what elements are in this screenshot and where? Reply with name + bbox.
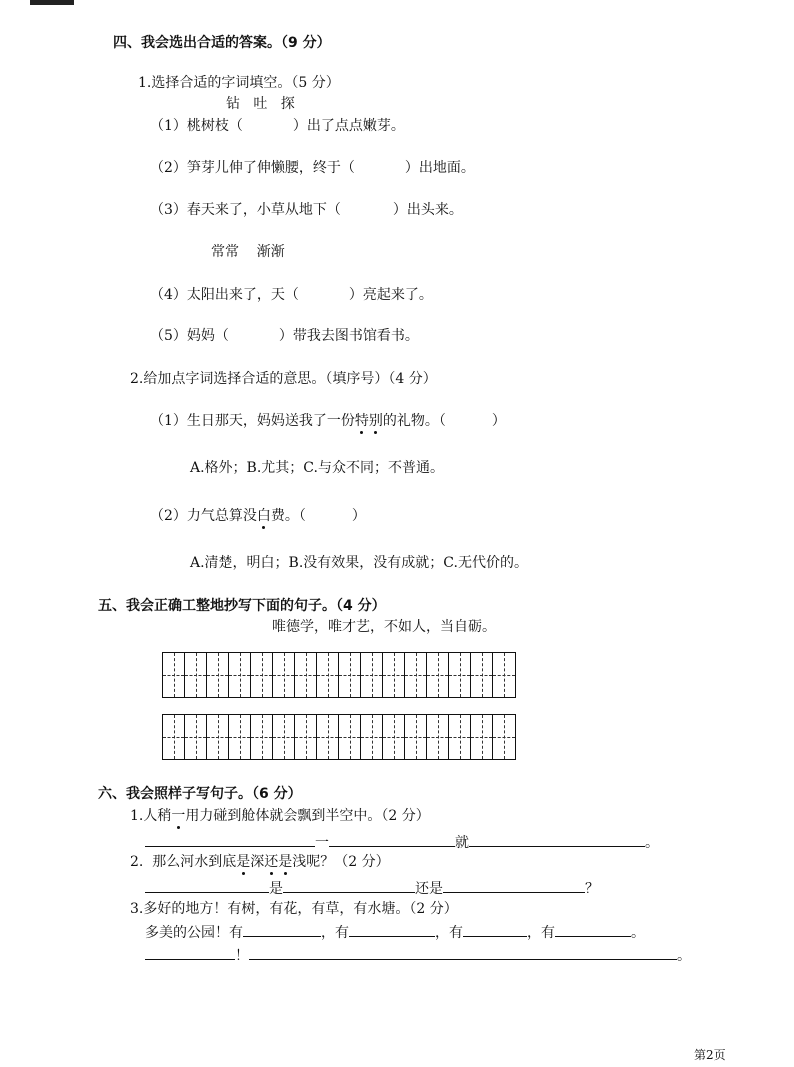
grid-cell[interactable] [427,653,449,697]
grid-cell[interactable] [339,715,361,759]
grid-cell[interactable] [273,653,295,697]
s6-q2-answer-line: 是 还是 ？ [145,878,599,898]
grid-cell[interactable] [229,653,251,697]
grid-cell[interactable] [449,715,471,759]
grid-cell[interactable] [185,715,207,759]
grid-cell[interactable] [405,715,427,759]
grid-cell[interactable] [471,715,493,759]
grid-cell[interactable] [427,715,449,759]
answer-line[interactable] [329,832,455,847]
answer-line[interactable] [555,922,631,937]
s6-q3-answer-line-2: ！ 。 [145,945,691,965]
answer-line[interactable] [243,922,321,937]
answer-line[interactable] [145,832,315,847]
q2-sentence-1: （1）生日那天，妈妈送我了一份特别的礼物。（ ） [150,413,506,429]
q1-sentence-1: （1）桃树枝（ ）出了点点嫩芽。 [150,118,405,134]
s6-q1-answer-line: 一 就 。 [145,832,659,852]
s6-q3-prompt: 3.多好的地方！有树，有花，有草，有水塘。（2 分） [130,901,458,917]
writing-grid-2[interactable] [162,714,516,760]
grid-cell[interactable] [405,653,427,697]
grid-cell[interactable] [207,715,229,759]
q2-options-2: A.清楚，明白；B.没有效果，没有成就；C.无代价的。 [190,555,528,571]
answer-line[interactable] [469,832,645,847]
q2-sentence-2: （2）力气总算没白费。（ ） [150,508,366,524]
header-fragment [30,0,74,5]
grid-cell[interactable] [493,653,515,697]
grid-cell[interactable] [383,715,405,759]
grid-cell[interactable] [295,715,317,759]
answer-line[interactable] [443,878,585,893]
section-6-title: 六、我会照样子写句子。（6 分） [98,786,302,802]
q1-sentence-4: （4）太阳出来了，天（ ）亮起来了。 [150,287,433,303]
answer-line[interactable] [463,922,527,937]
grid-cell[interactable] [295,653,317,697]
grid-cell[interactable] [471,653,493,697]
q1-sentence-2: （2）笋芽儿伸了伸懒腰，终于（ ）出地面。 [150,160,475,176]
section-5-title: 五、我会正确工整地抄写下面的句子。（4 分） [98,598,386,614]
answer-line[interactable] [145,878,269,893]
section-4-title: 四、我会选出合适的答案。（9 分） [113,35,331,51]
grid-cell[interactable] [449,653,471,697]
copy-sentence: 唯德学，唯才艺，不如人，当自砺。 [272,619,496,635]
grid-cell[interactable] [317,715,339,759]
s6-q2-prompt: 2. 那么河水到底是深还是浅呢？（2 分） [130,854,390,870]
grid-cell[interactable] [317,653,339,697]
q1-sentence-3: （3）春天来了，小草从地下（ ）出头来。 [150,202,463,218]
s6-q3-answer-line-1: 多美的公园！有 ，有 ，有 ，有 。 [145,922,645,942]
grid-cell[interactable] [361,653,383,697]
grid-cell[interactable] [493,715,515,759]
q1-title: 1.选择合适的字词填空。（5 分） [138,75,340,91]
writing-grid-1[interactable] [162,652,516,698]
grid-cell[interactable] [339,653,361,697]
grid-cell[interactable] [229,715,251,759]
grid-cell[interactable] [185,653,207,697]
grid-cell[interactable] [273,715,295,759]
answer-line[interactable] [349,922,435,937]
q1-choices-b: 常常 渐渐 [211,244,285,260]
answer-line[interactable] [283,878,415,893]
page-number: 第2页 [694,1048,726,1062]
grid-cell[interactable] [251,653,273,697]
grid-cell[interactable] [207,653,229,697]
grid-cell[interactable] [383,653,405,697]
q1-sentence-5: （5）妈妈（ ）带我去图书馆看书。 [150,328,419,344]
answer-line[interactable] [249,945,677,960]
grid-cell[interactable] [251,715,273,759]
q2-title: 2.给加点字词选择合适的意思。（填序号）（4 分） [130,371,437,387]
grid-cell[interactable] [163,715,185,759]
grid-cell[interactable] [361,715,383,759]
grid-cell[interactable] [163,653,185,697]
q1-choices-a: 钻 吐 探 [226,96,295,112]
answer-line[interactable] [145,945,235,960]
q2-options-1: A.格外；B.尤其；C.与众不同；不普通。 [190,460,444,476]
s6-q1-prompt: 1.人稍一用力碰到舱体就会飘到半空中。（2 分） [130,808,430,824]
